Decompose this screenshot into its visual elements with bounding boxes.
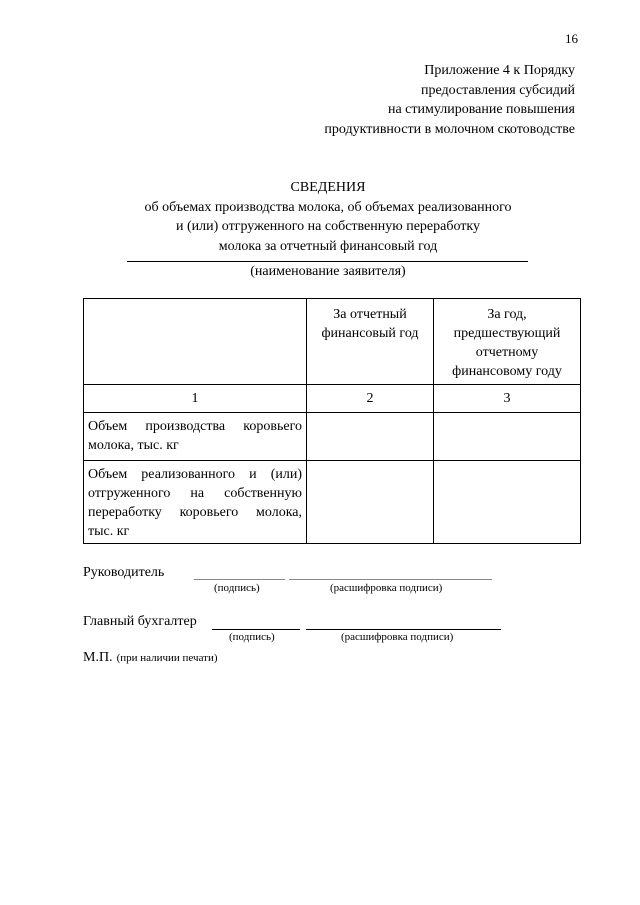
head-decoding-line[interactable] bbox=[289, 579, 492, 580]
value-cell-previous-year[interactable] bbox=[434, 461, 581, 544]
stamp-label: М.П. bbox=[83, 650, 113, 665]
head-label: Руководитель bbox=[83, 565, 165, 580]
appendix-line: Приложение 4 к Порядку bbox=[424, 63, 575, 78]
applicant-name-field[interactable] bbox=[127, 261, 528, 262]
value-cell-reporting-year[interactable] bbox=[307, 413, 434, 461]
accountant-signature-line[interactable] bbox=[212, 629, 300, 630]
header-cell-empty bbox=[84, 299, 307, 385]
document-title bbox=[0, 178, 640, 256]
accountant-decoding-caption: (расшифровка подписи) bbox=[341, 631, 454, 643]
page-number: 16 bbox=[565, 31, 578, 46]
row-label-production: Объем производства коровьего молока, тыс. кг bbox=[84, 413, 307, 461]
title-line: и (или) отгруженного на собственную переработку bbox=[175, 219, 481, 234]
column-number-row bbox=[84, 385, 581, 413]
accountant-signature-caption: (подпись) bbox=[229, 631, 275, 643]
table-header-row bbox=[84, 299, 581, 385]
title-heading: СВЕДЕНИЯ bbox=[290, 180, 366, 195]
appendix-line: на стимулирование повышения bbox=[387, 102, 575, 117]
head-signature-caption: (подпись) bbox=[214, 582, 260, 594]
head-signature-line[interactable] bbox=[194, 579, 285, 580]
appendix-line: предоставления субсидий bbox=[420, 82, 575, 98]
value-cell-reporting-year[interactable] bbox=[307, 461, 434, 544]
accountant-decoding-line[interactable] bbox=[306, 629, 501, 630]
appendix-reference bbox=[250, 61, 575, 139]
head-decoding-caption: (расшифровка подписи) bbox=[330, 582, 443, 594]
stamp-place bbox=[83, 648, 218, 666]
accountant-label: Главный бухгалтер bbox=[83, 614, 197, 629]
applicant-caption: (наименование заявителя) bbox=[250, 264, 406, 279]
appendix-line: продуктивности в молочном скотоводстве bbox=[324, 121, 575, 137]
table-row bbox=[84, 413, 581, 461]
column-number: 1 bbox=[84, 385, 307, 413]
table-row bbox=[84, 461, 581, 544]
row-label-sold-processed: Объем реализованного и (или) отгруженного на собственную переработку коровьего молока, тыс. кг bbox=[84, 461, 307, 544]
title-line: об объемах производства молока, об объемах реализованного bbox=[144, 199, 512, 215]
title-line: молока за отчетный финансовый год bbox=[218, 238, 438, 254]
header-cell-previous-year: За год, предшествующий отчетному финансовому году bbox=[434, 299, 581, 385]
data-table bbox=[83, 298, 581, 544]
value-cell-previous-year[interactable] bbox=[434, 413, 581, 461]
column-number: 2 bbox=[307, 385, 434, 413]
header-cell-reporting-year: За отчетный финансовый год bbox=[307, 299, 434, 385]
column-number: 3 bbox=[434, 385, 581, 413]
stamp-note: (при наличии печати) bbox=[116, 652, 218, 664]
